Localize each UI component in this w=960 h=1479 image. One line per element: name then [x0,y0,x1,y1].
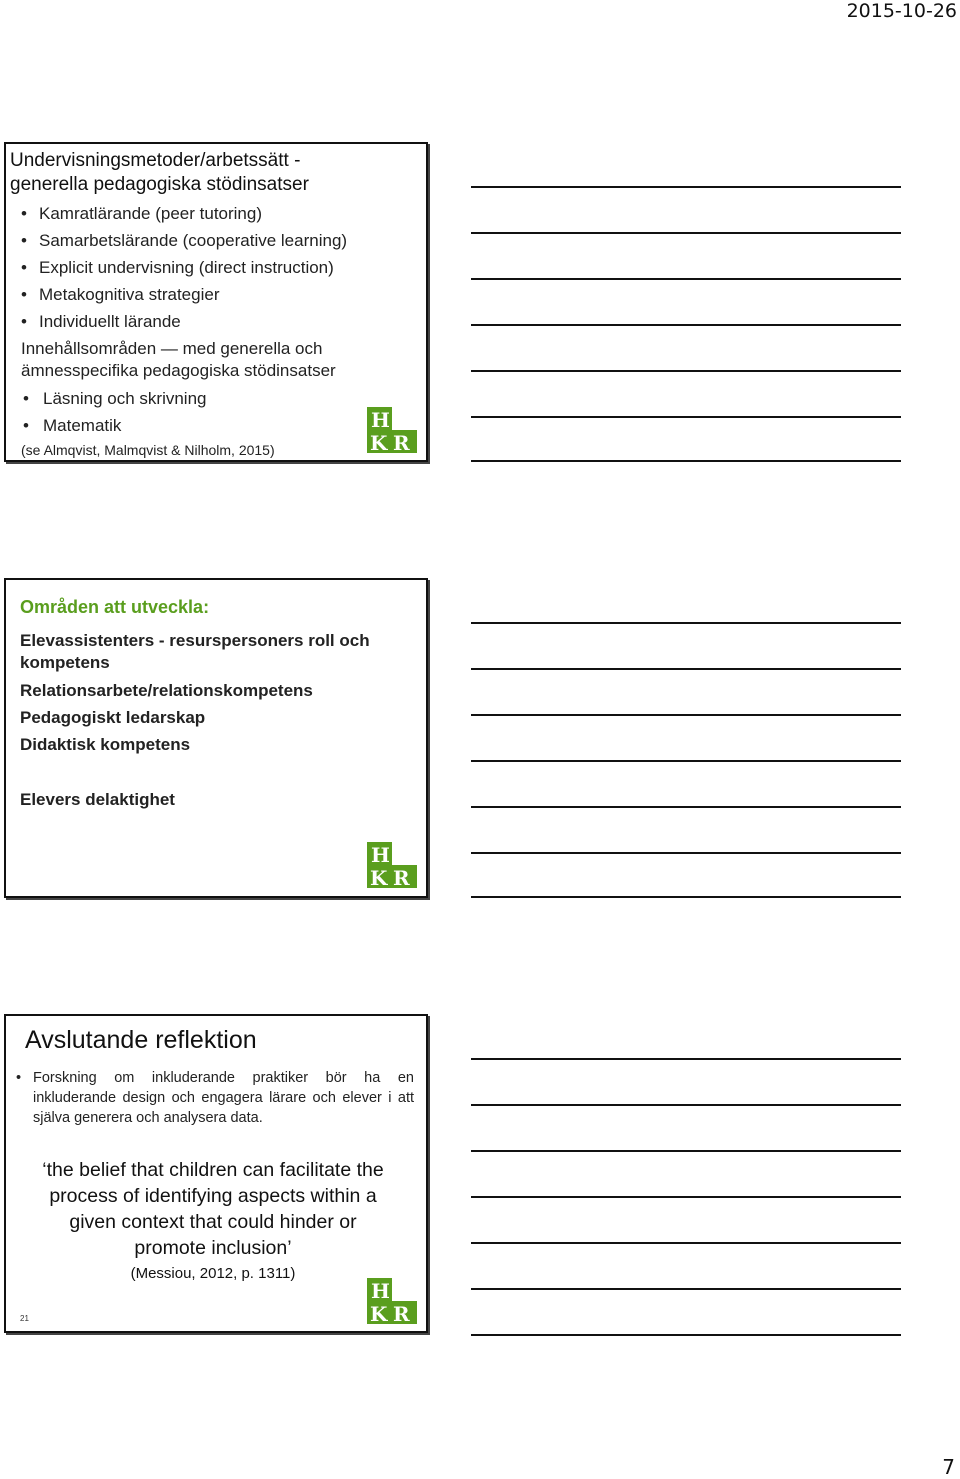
quote-line-2: process of identifying aspects within a [49,1185,377,1207]
content-areas-list [21,385,206,439]
page-number: 7 [942,1455,955,1479]
note-line [471,1288,901,1290]
note-line [471,1242,901,1244]
quote-line-3: given context that could hinder or [69,1211,357,1233]
note-line [471,324,901,326]
methods-list [21,200,347,335]
development-item: Didaktisk kompetens [20,735,191,754]
note-line [471,668,901,670]
slide-1 [4,142,428,462]
slide-1-title [10,149,309,197]
list-item: • Läsning och skrivning [21,385,206,412]
slide-2-title: Områden att utveckla: [20,597,210,617]
development-item-line-2: kompetens [20,653,110,672]
development-item: Pedagogiskt ledarskap [20,708,206,727]
content-areas-heading [21,338,336,382]
note-line [471,622,901,624]
note-line [471,896,901,898]
slide-2 [4,578,428,898]
development-item [20,630,370,674]
note-line [471,1058,901,1060]
svg-text:R: R [393,1302,410,1324]
svg-text:R: R [393,866,410,888]
slide-3 [4,1014,428,1333]
list-item: • Kamratlärande (peer tutoring) [21,200,347,227]
note-line [471,1104,901,1106]
svg-text:H: H [371,1279,390,1303]
svg-text:H: H [371,843,390,867]
note-line [471,1150,901,1152]
hkr-logo-icon [367,842,417,888]
note-line [471,370,901,372]
list-item: • Metakognitiva strategier [21,281,347,308]
development-item: Relationsarbete/relationskompetens [20,681,313,700]
note-line [471,806,901,808]
svg-text:H: H [371,408,390,432]
slide-number: 21 [20,1314,29,1323]
list-item: • Explicit undervisning (direct instruction) [21,254,347,281]
note-line [471,278,901,280]
note-line [471,416,901,418]
bullet-dot: • [16,1070,22,1086]
hkr-logo-icon [367,407,417,453]
slide-3-title: Avslutande reflektion [25,1026,257,1054]
slide-1-title-line-2: generella pedagogiska stödinsatser [10,174,309,195]
note-line [471,852,901,854]
quote-line-1: ‘the belief that children can facilitate the [42,1159,384,1181]
quote [6,1157,420,1261]
reference-text: (se Almqvist, Malmqvist & Nilholm, 2015) [21,442,275,458]
reflection-bullet [14,1068,414,1128]
note-line [471,760,901,762]
quote-line-4: promote inclusion’ [134,1237,292,1259]
note-line [471,1196,901,1198]
note-line [471,232,901,234]
svg-text:R: R [393,431,410,453]
note-line [471,460,901,462]
note-line [471,714,901,716]
list-item: • Matematik [21,412,206,439]
development-item-line-1: Elevassistenters - resurspersoners roll och [20,631,370,650]
list-item: • Individuellt lärande [21,308,347,335]
slide-1-title-line-1: Undervisningsmetoder/arbetssätt - [10,150,301,171]
header-date: 2015-10-26 [846,0,957,22]
content-areas-line-2: ämnesspecifika pedagogiska stödinsatser [21,361,336,380]
note-line [471,1334,901,1336]
content-areas-line-1: Innehållsområden — med generella och [21,339,323,358]
note-line [471,186,901,188]
hkr-logo-icon [367,1278,417,1324]
quote-citation: (Messiou, 2012, p. 1311) [130,1265,296,1282]
development-item: Elevers delaktighet [20,790,175,809]
svg-text:K: K [370,866,388,888]
reflection-bullet-text: Forskning om inkluderande praktiker bör ha en inkluderande design och engagera lärare och elever i att själva generera och analysera data. [33,1070,414,1126]
svg-text:K: K [370,431,388,453]
list-item: • Samarbetslärande (cooperative learning) [21,227,347,254]
svg-text:K: K [370,1302,388,1324]
